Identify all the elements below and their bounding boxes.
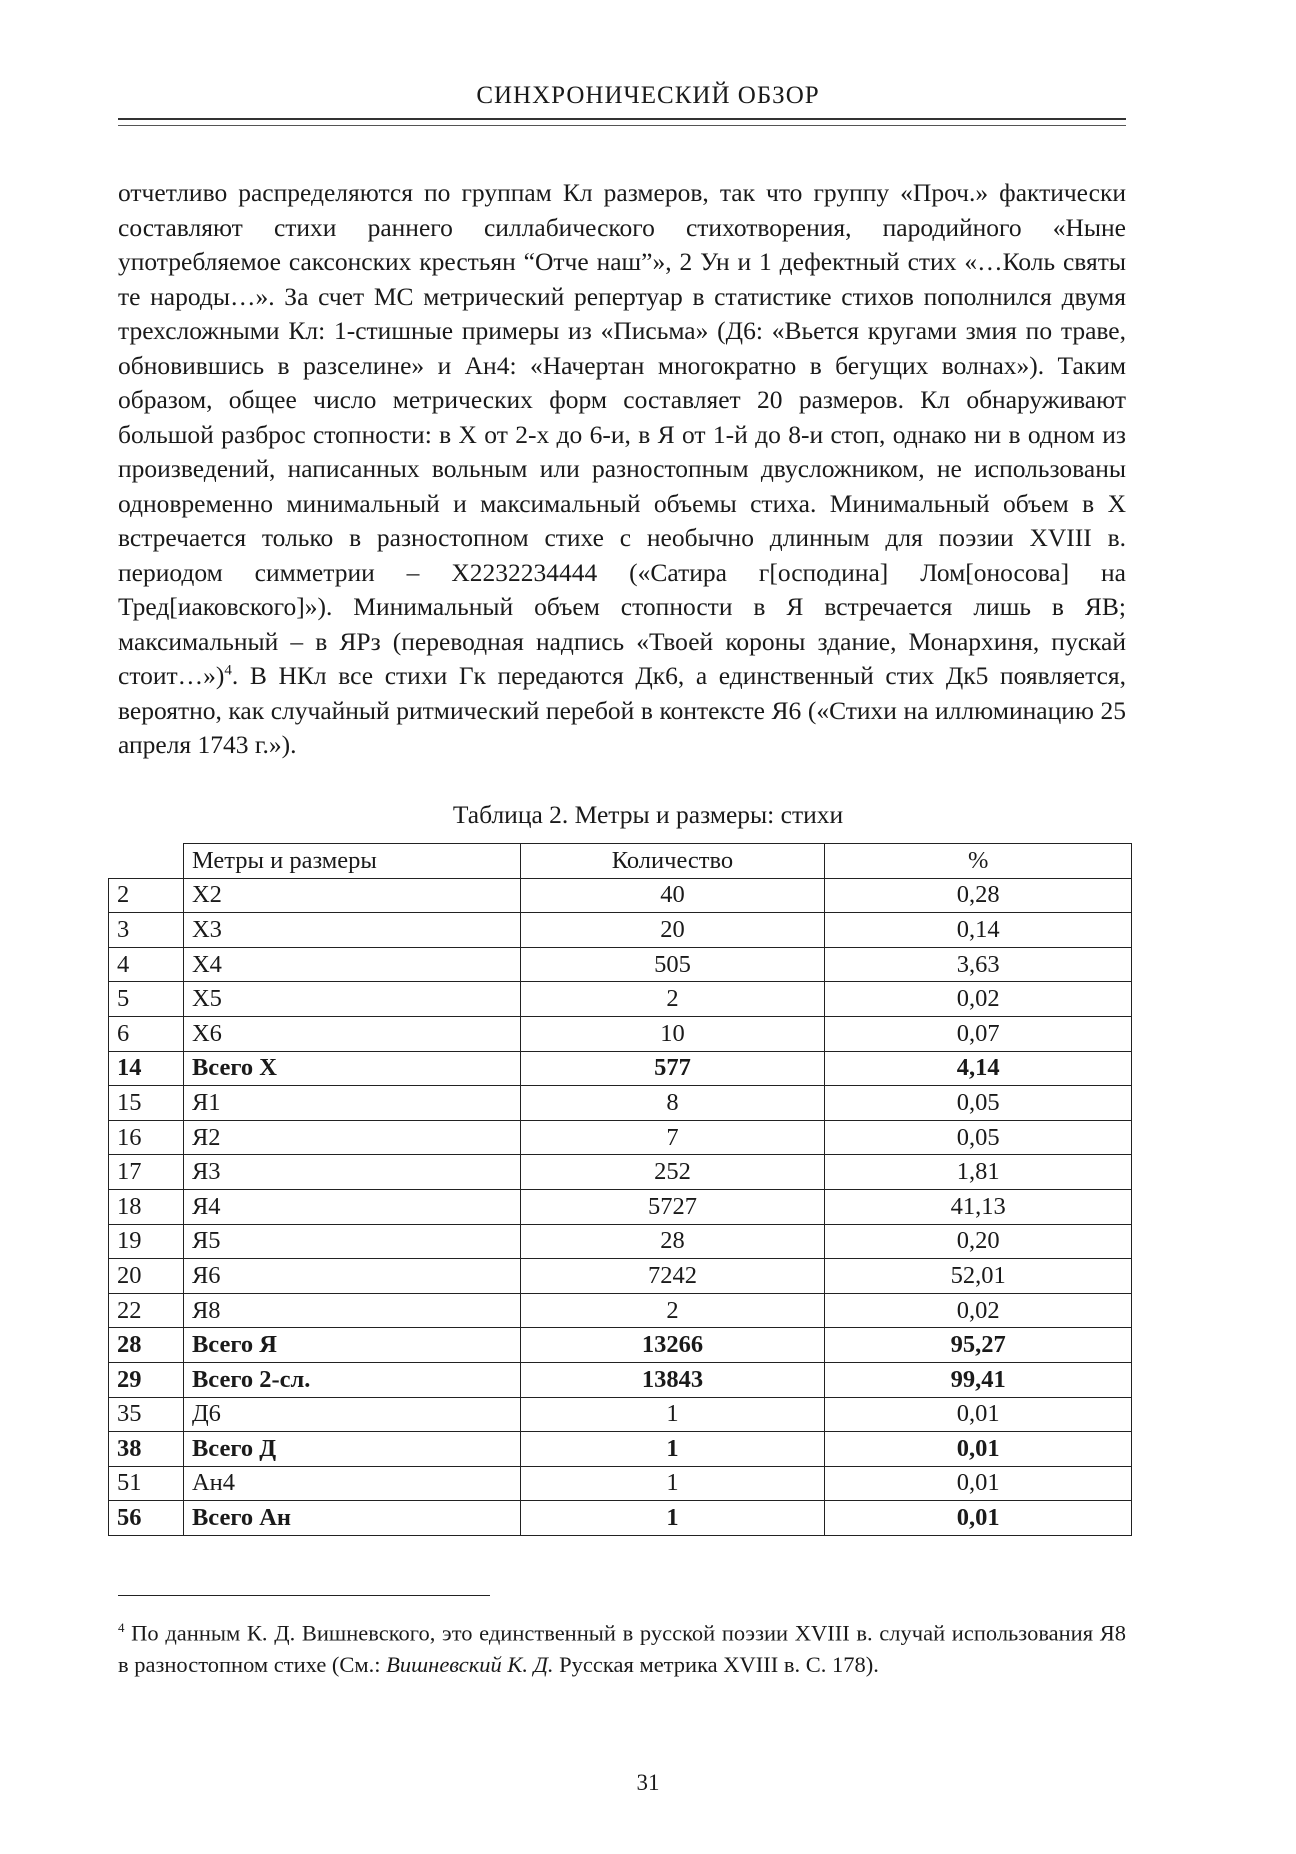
header-quantity: Количество [520,844,825,879]
row-meter: Х4 [183,947,520,982]
row-number: 28 [109,1328,184,1363]
row-percent: 95,27 [825,1328,1132,1363]
row-quantity: 10 [520,1016,825,1051]
table-row [109,1501,1132,1536]
row-number: 19 [109,1224,184,1259]
row-meter: Я1 [183,1086,520,1121]
row-meter: Всего Я [183,1328,520,1363]
row-meter: Всего 2-сл. [183,1362,520,1397]
row-number: 5 [109,982,184,1017]
footnote-text-2: Русская метрика XVIII в. С. 178). [553,1651,879,1677]
table-header-row [109,844,1132,879]
running-head: СИНХРОНИЧЕСКИЙ ОБЗОР [476,82,820,109]
row-number: 56 [109,1501,184,1536]
row-number: 4 [109,947,184,982]
row-meter: Я6 [183,1259,520,1294]
table-row [109,1016,1132,1051]
footnote-marker: 4 [118,1620,125,1635]
row-quantity: 13843 [520,1362,825,1397]
row-quantity: 13266 [520,1328,825,1363]
row-percent: 41,13 [825,1189,1132,1224]
row-number: 14 [109,1051,184,1086]
table-row [109,982,1132,1017]
table-row [109,947,1132,982]
footnote-rule [118,1595,490,1596]
row-meter: Х3 [183,913,520,948]
table-row [109,1432,1132,1467]
table-row [109,1051,1132,1086]
header-meters: Метры и размеры [183,844,520,879]
table-row [109,913,1132,948]
row-meter: Я2 [183,1120,520,1155]
row-quantity: 5727 [520,1189,825,1224]
table-row [109,1466,1132,1501]
row-percent: 0,01 [825,1466,1132,1501]
table-row [109,1224,1132,1259]
footnote [118,1612,1126,1680]
footnote-author: Вишневский К. Д. [386,1651,554,1677]
row-percent: 52,01 [825,1259,1132,1294]
row-quantity: 28 [520,1224,825,1259]
row-meter: Х2 [183,878,520,913]
row-number: 2 [109,878,184,913]
table-row [109,1155,1132,1190]
row-percent: 0,14 [825,913,1132,948]
row-number: 35 [109,1397,184,1432]
row-quantity: 7242 [520,1259,825,1294]
row-percent: 0,01 [825,1432,1132,1467]
row-quantity: 577 [520,1051,825,1086]
body-text-part-1: отчетливо распределяются по группам Кл размеров, так что группу «Проч.» фактически составляют стихи раннего силлабического стихотворения, пародийного «Ныне употребляемое саксонских крестьян “Отче наш”», 2 Ун и 1 дефектный стих «…Коль святы те народы…». За счет МС метрический репертуар в статистике стихов пополнился двумя трехсложными Кл: 1-стишные примеры из «Письма» (Д6: «Вьется кругами змия по траве, обновившись в разселине» и Ан4: «Начертан многократно в бегущих волнах»). Таким образом, общее число метрических форм составляет 20 размеров. Кл обнаруживают большой разброс стопности: в Х от 2-х до 6-и, в Я от 1-й до 8-и стоп, однако ни в одном из произведений, написанных вольным или разностопным двусложником, не использованы одновременно минимальный и максимальный объемы стиха. Минимальный объем в Х встречается только в разностопном стихе с необычно длинным для поэзии XVIII в. периодом симметрии – Х2232234444 («Сатира г[осподина] Лом[оносова] на Тред[иаковского]»). Минимальный объем стопности в Я встречается лишь в ЯВ; максимальный – в ЯРз (переводная надпись «Твоей короны здание, Монархиня, пускай стоит…») [118,178,1126,690]
row-meter: Я8 [183,1293,520,1328]
row-percent: 3,63 [825,947,1132,982]
row-number: 6 [109,1016,184,1051]
row-number: 29 [109,1362,184,1397]
row-percent: 0,02 [825,1293,1132,1328]
table-caption: Таблица 2. Метры и размеры: стихи [452,800,844,829]
meters-table [108,843,1132,1536]
row-meter: Всего Ан [183,1501,520,1536]
row-percent: 0,01 [825,1501,1132,1536]
row-percent: 0,05 [825,1086,1132,1121]
table-row [109,1362,1132,1397]
row-quantity: 1 [520,1432,825,1467]
row-percent: 0,02 [825,982,1132,1017]
row-number: 3 [109,913,184,948]
row-number: 18 [109,1189,184,1224]
body-text-part-2: . В НКл все стихи Гк передаются Дк6, а единственный стих Дк5 появляется, вероятно, как случайный ритмический перебой в контексте Я6 («Стихи на иллюминацию 25 апреля 1743 г.»). [118,661,1126,759]
page-number: 31 [636,1770,660,1795]
table-body [109,878,1132,1535]
row-quantity: 252 [520,1155,825,1190]
table-row [109,1293,1132,1328]
row-number: 20 [109,1259,184,1294]
row-meter: Всего Х [183,1051,520,1086]
footnote-reference[interactable]: 4 [224,662,232,679]
body-paragraph [118,176,1126,763]
table-row [109,1259,1132,1294]
row-percent: 0,20 [825,1224,1132,1259]
row-meter: Ан4 [183,1466,520,1501]
table-row [109,1328,1132,1363]
row-quantity: 1 [520,1466,825,1501]
row-number: 38 [109,1432,184,1467]
header-percent: % [825,844,1132,879]
row-percent: 0,01 [825,1397,1132,1432]
row-meter: Я3 [183,1155,520,1190]
row-quantity: 505 [520,947,825,982]
row-meter: Я5 [183,1224,520,1259]
row-meter: Д6 [183,1397,520,1432]
row-percent: 1,81 [825,1155,1132,1190]
row-meter: Я4 [183,1189,520,1224]
row-percent: 99,41 [825,1362,1132,1397]
row-meter: Х5 [183,982,520,1017]
table-row [109,1120,1132,1155]
header-rule [118,118,1126,126]
row-quantity: 20 [520,913,825,948]
row-number: 16 [109,1120,184,1155]
table-row [109,878,1132,913]
row-number: 22 [109,1293,184,1328]
row-percent: 4,14 [825,1051,1132,1086]
row-percent: 0,05 [825,1120,1132,1155]
body-text [118,176,1126,763]
row-number: 51 [109,1466,184,1501]
row-quantity: 1 [520,1397,825,1432]
footnote-text-1: По данным К. Д. Вишневского, это единственный в русской поэзии XVIII в. случай использования Я8 в разностопном стихе (См.: [118,1620,1126,1677]
row-quantity: 2 [520,982,825,1017]
table-row [109,1086,1132,1121]
row-quantity: 2 [520,1293,825,1328]
row-number: 15 [109,1086,184,1121]
row-percent: 0,28 [825,878,1132,913]
row-meter: Х6 [183,1016,520,1051]
row-quantity: 40 [520,878,825,913]
row-quantity: 8 [520,1086,825,1121]
table-row [109,1189,1132,1224]
row-meter: Всего Д [183,1432,520,1467]
row-number: 17 [109,1155,184,1190]
row-percent: 0,07 [825,1016,1132,1051]
table-row [109,1397,1132,1432]
header-blank-cell [109,844,184,879]
row-quantity: 7 [520,1120,825,1155]
row-quantity: 1 [520,1501,825,1536]
